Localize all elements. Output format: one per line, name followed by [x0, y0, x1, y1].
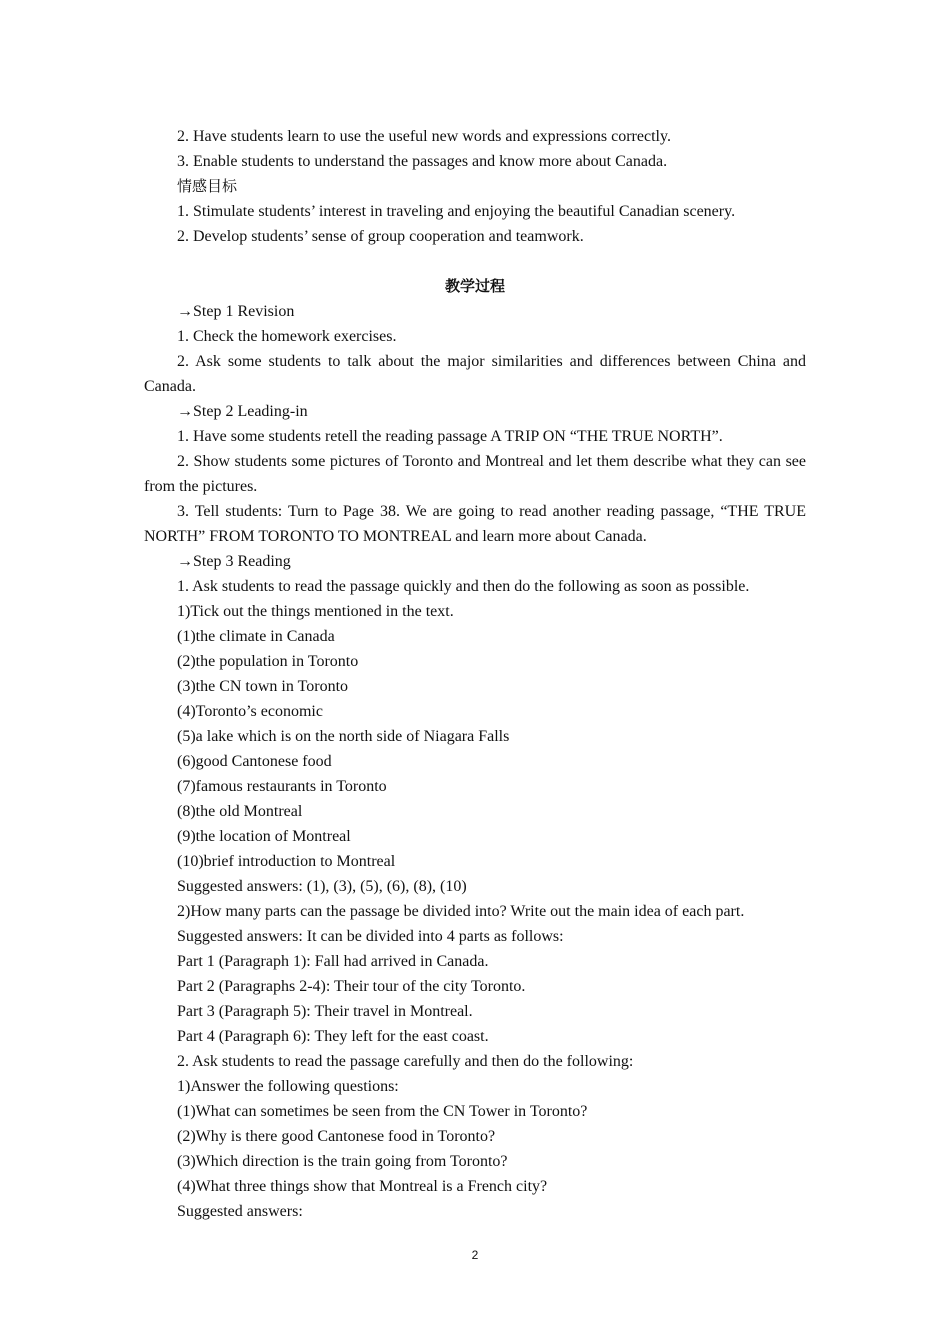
step-heading: →Step 1 Revision [177, 303, 295, 320]
step-item: 1. Check the homework exercises. [177, 328, 397, 345]
option-item: (8)the old Montreal [177, 803, 303, 820]
step-heading: →Step 2 Leading-in [177, 403, 308, 420]
section-title: 教学过程 [444, 277, 505, 295]
option-item: (1)the climate in Canada [177, 628, 335, 645]
option-item: (10)brief introduction to Montreal [177, 853, 396, 870]
step-item: 2. Show students some pictures of Toronto and Montreal and let them describe what they can see from the pictures. [144, 453, 806, 495]
suggested-answer: Suggested answers: (1), (3), (5), (6), (8), (10) [177, 878, 467, 895]
objective-item: 2. Develop students’ sense of group cooperation and teamwork. [177, 228, 584, 245]
step-heading: →Step 3 Reading [177, 553, 291, 570]
option-item: (9)the location of Montreal [177, 828, 351, 845]
question-item: (4)What three things show that Montreal is a French city? [177, 1178, 548, 1195]
objective-item: 3. Enable students to understand the passages and know more about Canada. [177, 153, 668, 170]
task-instruction: 1. Ask students to read the passage quickly and then do the following as soon as possible. [177, 578, 750, 595]
spacer [144, 249, 806, 274]
part-item: Part 2 (Paragraphs 2-4): Their tour of the city Toronto. [177, 978, 526, 995]
part-item: Part 3 (Paragraph 5): Their travel in Montreal. [177, 1003, 473, 1020]
suggested-answer: Suggested answers: It can be divided into 4 parts as follows: [177, 928, 564, 945]
objective-item: 1. Stimulate students’ interest in traveling and enjoying the beautiful Canadian scenery. [177, 203, 736, 220]
task-subinstruction: 1)Answer the following questions: [177, 1078, 399, 1095]
step-item: 2. Ask some students to talk about the major similarities and differences between China and Canada. [144, 353, 806, 395]
task-instruction: 2. Ask students to read the passage carefully and then do the following: [177, 1053, 634, 1070]
step-item: 1. Have some students retell the reading passage A TRIP ON “THE TRUE NORTH”. [177, 428, 723, 445]
emotion-objectives-heading: 情感目标 [177, 177, 238, 195]
page-number: 2 [471, 1248, 479, 1262]
question-item: (1)What can sometimes be seen from the CN Tower in Toronto? [177, 1103, 588, 1120]
option-item: (4)Toronto’s economic [177, 703, 323, 720]
part-item: Part 1 (Paragraph 1): Fall had arrived in Canada. [177, 953, 489, 970]
option-item: (3)the CN town in Toronto [177, 678, 349, 695]
option-item: (7)famous restaurants in Toronto [177, 778, 387, 795]
part-item: Part 4 (Paragraph 6): They left for the east coast. [177, 1028, 489, 1045]
question-item: (2)Why is there good Cantonese food in Toronto? [177, 1128, 496, 1145]
document-page [144, 124, 806, 1224]
step-item: 3. Tell students: Turn to Page 38. We are going to read another reading passage, “THE TRUE NORTH” FROM TORONTO TO MONTREAL and learn more about Canada. [144, 503, 806, 545]
question-item: (3)Which direction is the train going from Toronto? [177, 1153, 508, 1170]
objective-item: 2. Have students learn to use the useful new words and expressions correctly. [177, 128, 671, 145]
option-item: (6)good Cantonese food [177, 753, 332, 770]
option-item: (2)the population in Toronto [177, 653, 359, 670]
suggested-answer: Suggested answers: [177, 1203, 303, 1220]
task-subinstruction: 1)Tick out the things mentioned in the text. [177, 603, 454, 620]
task-subinstruction: 2)How many parts can the passage be divided into? Write out the main idea of each part. [177, 903, 745, 920]
option-item: (5)a lake which is on the north side of Niagara Falls [177, 728, 510, 745]
